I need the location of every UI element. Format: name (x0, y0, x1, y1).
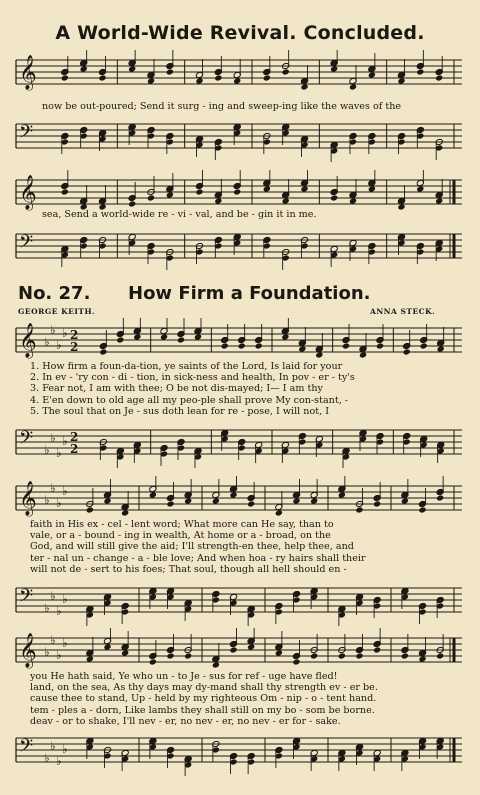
bass-clef-icon: 𝄢 (19, 428, 34, 453)
hymn-title: How Firm a Foundation. (128, 283, 371, 304)
note-head (373, 500, 381, 507)
note-head (373, 646, 381, 653)
note-head (238, 342, 246, 349)
hymn-treble-staff-1 (14, 318, 464, 366)
note-head (355, 506, 363, 513)
time-signature-top: 2 (70, 430, 79, 444)
note-head (275, 649, 283, 656)
note-head (397, 203, 405, 210)
note-head (86, 655, 94, 662)
revival-lyrics-1 (42, 101, 401, 112)
treble-clef-icon: 𝄞 (19, 481, 37, 516)
verse-line: God, and will still give the aid; I'll strength-en thee, help thee, and (30, 541, 354, 553)
composer-credit: GEORGE KEITH. (18, 307, 96, 316)
note-head (233, 77, 241, 84)
flat-sign-icon: ♭ (44, 645, 50, 659)
flat-sign-icon: ♭ (44, 335, 50, 349)
note-head (255, 342, 263, 349)
note-head (98, 74, 106, 81)
note-head (184, 497, 192, 504)
note-head (368, 71, 376, 78)
hymn-bass-staff-1 (14, 420, 464, 468)
note-head (416, 185, 424, 192)
revival-bass-staff-1 (14, 114, 464, 162)
note-head (229, 646, 237, 653)
verse-line: cause thee to stand, Up - held by my righteous Om - nip - o - tent hand. (30, 693, 377, 705)
note-head (436, 652, 444, 659)
note-head (342, 342, 350, 349)
note-head (281, 333, 289, 340)
note-head (300, 185, 308, 192)
note-head (330, 194, 338, 201)
note-head (376, 342, 384, 349)
note-head (184, 652, 192, 659)
verse-line: tem - ples a - dorn, Like lambs they shall still on my bo - som be borne. (30, 704, 375, 716)
note-head (86, 506, 94, 513)
note-head (435, 197, 443, 204)
note-head (300, 83, 308, 90)
flat-sign-icon: ♭ (50, 431, 56, 445)
verse-line: 3. Fear not, I am with thee; O be not dis-mayed; I— I am thy (30, 383, 323, 395)
note-head (233, 188, 241, 195)
note-head (263, 185, 271, 192)
note-head (397, 77, 405, 84)
note-head (435, 74, 443, 81)
note-head (147, 194, 155, 201)
revival-bass-staff-2 (14, 224, 464, 272)
hymn-treble-staff-3 (14, 628, 464, 676)
note-head (61, 188, 69, 195)
note-head (349, 83, 357, 90)
hymn-bass-staff-2 (14, 578, 464, 626)
note-head (103, 643, 111, 650)
note-head (420, 342, 428, 349)
note-head (437, 345, 445, 352)
note-head (80, 65, 88, 72)
note-head (194, 333, 202, 340)
revival-lyric-line: sea, Send a world-wide re - vi - val, and be - gin it in me. (42, 209, 317, 220)
note-head (195, 188, 203, 195)
note-head (282, 68, 290, 75)
bass-clef-icon: 𝄢 (19, 232, 34, 257)
verse-line: land, on the sea, As thy days may dy-mand shall thy strength ev - er be. (30, 682, 378, 694)
hymn-verses-system-2 (30, 519, 366, 575)
note-head (229, 491, 237, 498)
verse-line: 2. In ev - 'ry con - di - tion, in sick-ness and health, In pov - er - ty's (30, 372, 355, 384)
hymn-number: No. 27. (18, 283, 91, 304)
treble-clef-icon: 𝄞 (19, 55, 37, 90)
note-head (338, 491, 346, 498)
bass-clef-icon: 𝄢 (19, 586, 34, 611)
note-head (214, 197, 222, 204)
hymn-verses-system-3 (30, 671, 378, 727)
hymn-verses-system-1 (30, 361, 355, 417)
note-head (116, 336, 124, 343)
bass-clef-icon: 𝄢 (19, 122, 34, 147)
note-head (401, 497, 409, 504)
note-head (368, 185, 376, 192)
note-head (149, 658, 157, 665)
note-head (436, 494, 444, 501)
note-head (330, 65, 338, 72)
note-head (359, 351, 367, 358)
note-head (418, 506, 426, 513)
note-head (247, 643, 255, 650)
flat-sign-icon: ♭ (56, 446, 62, 460)
treble-clef-icon: 𝄞 (19, 323, 37, 358)
note-head (349, 197, 357, 204)
note-head (128, 65, 136, 72)
flat-sign-icon: ♭ (56, 496, 62, 510)
flat-sign-icon: ♭ (44, 493, 50, 507)
time-signature-bottom: 2 (70, 442, 79, 456)
note-head (121, 509, 129, 516)
note-head (355, 652, 363, 659)
flat-sign-icon: ♭ (50, 481, 56, 495)
note-head (147, 77, 155, 84)
arranger-credit: ANNA STECK. (370, 307, 436, 316)
note-head (292, 658, 300, 665)
flat-sign-icon: ♭ (44, 601, 50, 615)
verse-line: faith in His ex - cel - lent word; What more can He say, than to (30, 519, 334, 530)
note-head (99, 348, 107, 355)
verse-line: will not de - sert to his foes; That soul, though all hell should en - (30, 563, 347, 575)
note-head (103, 497, 111, 504)
note-head (149, 491, 157, 498)
note-head (160, 333, 168, 340)
page-title: A World-Wide Revival. Concluded. (55, 22, 425, 44)
flat-sign-icon: ♭ (56, 648, 62, 662)
note-head (416, 68, 424, 75)
flat-sign-icon: ♭ (62, 636, 68, 650)
flat-sign-icon: ♭ (62, 484, 68, 498)
flat-sign-icon: ♭ (56, 338, 62, 352)
revival-lyrics-2 (42, 209, 317, 220)
note-head (275, 509, 283, 516)
note-head (166, 68, 174, 75)
revival-treble-staff-1 (14, 50, 464, 98)
verse-line: you He hath said, Ye who un - to Je - sus for ref - uge have fled! (30, 671, 338, 682)
note-head (128, 200, 136, 207)
note-head (338, 652, 346, 659)
note-head (401, 652, 409, 659)
flat-sign-icon: ♭ (62, 592, 68, 606)
hymn-treble-staff-2 (14, 476, 464, 524)
verse-line: vale, or a - bound - ing in wealth, At home or a - broad, on the (30, 530, 331, 542)
treble-clef-icon: 𝄞 (19, 633, 37, 668)
flat-sign-icon: ♭ (50, 589, 56, 603)
flat-sign-icon: ♭ (50, 739, 56, 753)
note-head (282, 197, 290, 204)
time-signature-bottom: 2 (70, 340, 79, 354)
flat-sign-icon: ♭ (62, 326, 68, 340)
note-head (177, 336, 185, 343)
flat-sign-icon: ♭ (50, 633, 56, 647)
flat-sign-icon: ♭ (56, 604, 62, 618)
note-head (298, 345, 306, 352)
note-head (263, 74, 271, 81)
flat-sign-icon: ♭ (44, 751, 50, 765)
note-head (61, 74, 69, 81)
note-head (403, 348, 411, 355)
verse-line: ter - nal un - change - a - ble love; And when hoa - ry hairs shall their (30, 552, 366, 564)
note-head (315, 351, 323, 358)
flat-sign-icon: ♭ (50, 323, 56, 337)
note-head (310, 497, 318, 504)
note-head (212, 497, 220, 504)
note-head (121, 649, 129, 656)
note-head (214, 74, 222, 81)
note-head (292, 497, 300, 504)
note-head (166, 500, 174, 507)
flat-sign-icon: ♭ (56, 754, 62, 768)
hymn-bass-staff-3 (14, 728, 464, 776)
treble-clef-icon: 𝄞 (19, 175, 37, 210)
revival-lyric-line: now be out-poured; Send it surg - ing and sweep-ing like the waves of the (42, 101, 402, 112)
verse-line: 4. E'en down to old age all my peo-ple shall prove My con-stant, - (30, 394, 349, 406)
verse-line: deav - or to shake, I'll nev - er, no nev - er, no nev - er for - sake. (30, 715, 341, 727)
verse-line: 1. How firm a foun-da-tion, ye saints of the Lord, Is laid for your (30, 361, 343, 372)
note-head (221, 342, 229, 349)
flat-sign-icon: ♭ (62, 434, 68, 448)
note-head (195, 77, 203, 84)
time-signature-top: 2 (70, 328, 79, 342)
bass-clef-icon: 𝄢 (19, 736, 34, 761)
note-head (166, 652, 174, 659)
note-head (310, 652, 318, 659)
flat-sign-icon: ♭ (44, 443, 50, 457)
note-head (133, 333, 141, 340)
verse-line: 5. The soul that on Je - sus doth lean for re - pose, I will not, I (30, 405, 329, 417)
note-head (212, 661, 220, 668)
note-head (418, 655, 426, 662)
note-head (247, 500, 255, 507)
note-head (166, 191, 174, 198)
flat-sign-icon: ♭ (62, 742, 68, 756)
